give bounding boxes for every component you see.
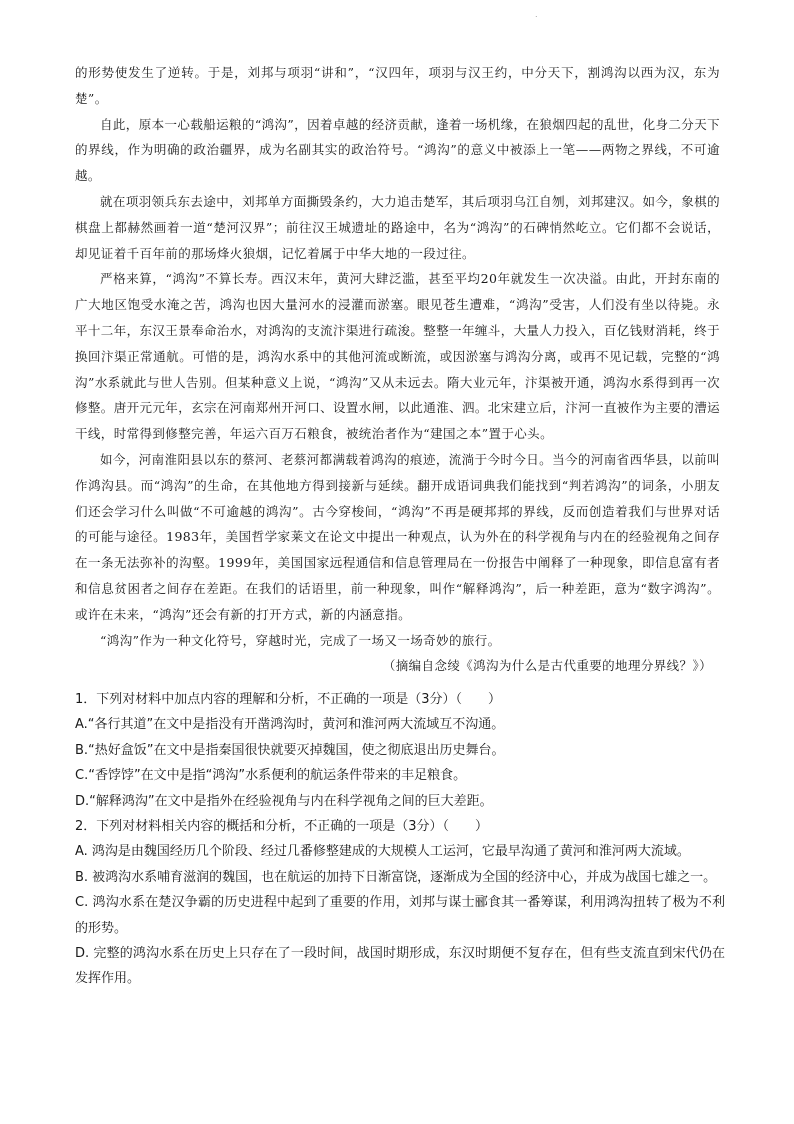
passage-paragraph-1: 的形势使发生了逆转。于是，刘邦与项羽“讲和”，“汉四年，项羽与汉王约，中分天下，割鸿沟以西为汉，东为楚”。 <box>75 65 720 106</box>
question-2-option-b: B. 被鸿沟水系哺育滋润的魏国，也在航运的加持下日渐富饶，逐渐成为全国的经济中心，并成为战国七雄之一。 <box>75 869 717 885</box>
passage-source: （摘编自念绫《鸿沟为什么是古代重要的地理分界线？》） <box>382 658 712 674</box>
passage-paragraph-6: “鸿沟”作为一种文化符号，穿越时光，完成了一场又一场奇妙的旅行。 <box>100 632 501 648</box>
question-1-option-d: D.“解释鸿沟”在文中是指外在经验视角与内在科学视角之间的巨大差距。 <box>75 793 493 809</box>
question-section <box>75 687 725 992</box>
passage-paragraph-2: 自此，原本一心载船运粮的“鸿沟”，因着卓越的经济贡献，逢着一场机缘，在狼烟四起的乱世，化身二分天下的界线，作为明确的政治疆界，成为名副其实的政治符号。“鸿沟”的意义中被添上一笔——两物之界线，不可逾越。 <box>75 116 720 184</box>
question-2-option-d: D. 完整的鸿沟水系在历史上只存在了一段时间，战国时期形成，东汉时期便不复存在，但有些支流直到宋代仍在发挥作用。 <box>75 946 725 987</box>
question-2 <box>75 814 725 992</box>
passage-paragraph-5: 如今，河南淮阳县以东的蔡河、老蔡河都满载着鸿沟的痕迹，流淌于今时今日。当今的河南省西华县，以前叫作鸿沟县。而“鸿沟”的生命，在其他地方得到接新与延续。翻开成语词典我们能找到“判若鸿沟”的词条，小朋友们还会学习什么叫做“不可逾越的鸿沟”。古今穿梭间，“鸿沟”不再是硬邦邦的界线，反而创造着我们与世界对话的可能与途径。1983年，美国哲学家莱文在论文中提出一种观点，认为外在的科学视角与内在的经验视角之间存在一条无法弥补的沟壑。1999年，美国国家远程通信和信息管理局在一份报告中阐释了一种现象，即信息富有者和信息贫困者之间存在差距。在我们的话语里，前一种现象，叫作“解释鸿沟”，后一种差距，意为“数字鸿沟”。或许在未来，“鸿沟”还会有新的打开方式，新的内涵意指。 <box>75 451 720 622</box>
question-2-options <box>75 839 725 991</box>
reading-passage <box>75 60 720 679</box>
question-1-option-a: A.“各行其道”在文中是指没有开凿鸿沟时，黄河和淮河两大流域互不沟通。 <box>75 717 505 733</box>
question-1-option-c: C.“香饽饽”在文中是指“鸿沟”水系便利的航运条件带来的丰足粮食。 <box>75 768 467 784</box>
question-1-options <box>75 712 725 814</box>
passage-paragraph-4: 严格来算，“鸿沟”不算长寿。西汉末年，黄河大肆泛滥，甚至平均20年就发生一次决溢。由此，开封东南的广大地区饱受水淹之苦，鸿沟也因大量河水的浸灌而淤塞。眼见苍生遭难，“鸿沟”受害，人们没有坐以待毙。永平十二年，东汉王景奉命治水，对鸿沟的支流汴渠进行疏浚。整整一年缠斗，大量人力投入，百亿钱财消耗，终于换回汴渠正常通航。可惜的是，鸿沟水系中的其他河流或断流，或因淤塞与鸿沟分离，或再不见记载，完整的“鸿沟”水系就此与世人告别。但某种意义上说，“鸿沟”又从未远去。隋大业元年，汴渠被开通，鸿沟水系得到再一次修整。唐开元元年，玄宗在河南郑州开河口、设置水闸，以此通淮、泗。北宋建立后，汴河一直被作为主要的漕运干线，时常得到修整完善，年运六百万石粮食，被统治者作为“建国之本”置于心头。 <box>75 271 721 442</box>
question-1-option-b: B.“热好盒饭”在文中是指秦国很快就要灭掉魏国，使之彻底退出历史舞台。 <box>75 742 505 758</box>
question-2-option-c: C. 鸿沟水系在楚汉争霸的历史进程中起到了重要的作用，刘邦与谋士郦食其一番筹谋，利用鸿沟扭转了极为不利的形势。 <box>75 895 725 936</box>
question-1-stem: 1．下列对材料中加点内容的理解和分析，不正确的一项是（3分）（ ） <box>75 692 502 707</box>
header-mark: . <box>535 10 538 19</box>
question-1 <box>75 687 725 814</box>
question-2-stem: 2．下列对材料相关内容的概括和分析，不正确的一项是（3分）（ ） <box>75 819 489 835</box>
question-2-option-a: A. 鸿沟是由魏国经历几个阶段、经过几番修整建成的大规模人工运河，它最早沟通了黄河和淮河两大流域。 <box>75 844 690 860</box>
passage-paragraph-3: 就在项羽领兵东去途中，刘邦单方面撕毁条约，大力追击楚军，其后项羽乌江自刎，刘邦建汉。如今，象棋的棋盘上都赫然画着一道“楚河汉界”；前往汉王城遗址的路途中，名为“鸿沟”的石碑悄然屹立。它们都不会说话，却见证着千百年前的那场烽火狼烟，记忆着属于中华大地的一段过往。 <box>75 193 720 261</box>
